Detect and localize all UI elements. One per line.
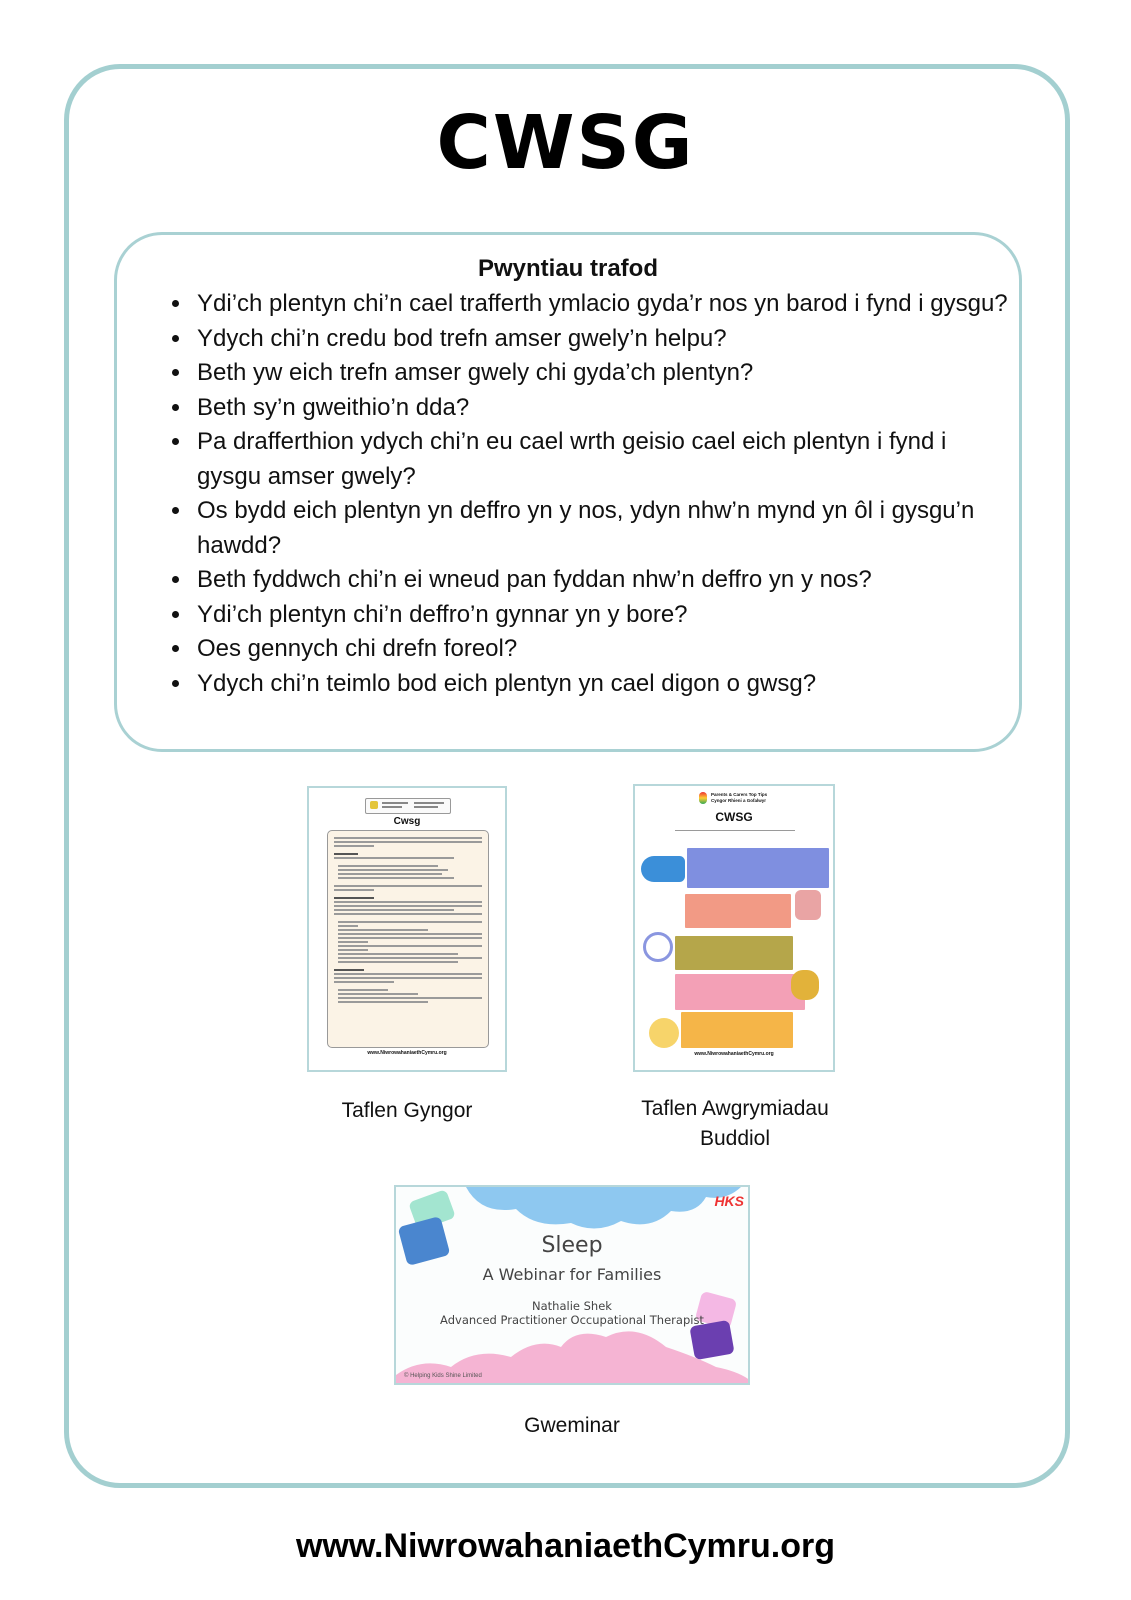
clock-illustration bbox=[643, 932, 673, 962]
tips-header-line2: Cyngor Rhieni a Gofalwyr bbox=[711, 798, 767, 803]
logo-banner bbox=[365, 798, 451, 814]
presenter-name: Nathalie Shek bbox=[532, 1299, 612, 1313]
advice-sheet-url: www.NiwrowahaniaethCymru.org bbox=[367, 1050, 447, 1056]
discussion-panel bbox=[114, 232, 1022, 752]
moon-illustration bbox=[649, 1018, 679, 1048]
discussion-point: • Pa drafferthion ydych chi’n eu cael wrth geisio cael eich plentyn i fynd i gysgu amser gwely? bbox=[193, 425, 1013, 494]
tips-caption-line1: Taflen Awgrymiadau bbox=[641, 1097, 829, 1120]
bed-illustration bbox=[641, 856, 685, 882]
books-illustration bbox=[795, 890, 821, 920]
presenter-role: Advanced Practitioner Occupational Therapist bbox=[440, 1313, 704, 1327]
tip-band bbox=[675, 974, 805, 1010]
hks-logo: HKS bbox=[714, 1193, 744, 1209]
discussion-point: • Beth sy’n gweithio’n dda? bbox=[193, 391, 1013, 426]
webinar-background bbox=[396, 1187, 750, 1385]
discussion-point: • Os bydd eich plentyn yn deffro yn y nos, ydyn nhw’n mynd yn ôl i gysgu’n hawdd? bbox=[193, 494, 1013, 563]
tips-sheet-header bbox=[711, 792, 767, 804]
discussion-point: • Ydych chi’n credu bod trefn amser gwely’n helpu? bbox=[193, 322, 1013, 357]
tip-band bbox=[685, 894, 791, 928]
discussion-point: • Beth fyddwch chi’n ei wneud pan fyddan nhw’n deffro yn y nos? bbox=[193, 563, 1013, 598]
webinar-presenter bbox=[396, 1299, 748, 1327]
discussion-heading: Pwyntiau trafod bbox=[477, 255, 658, 282]
advice-sheet-caption[interactable]: Taflen Gyngor bbox=[341, 1099, 473, 1122]
webinar-slide-title: Sleep bbox=[541, 1233, 603, 1258]
discussion-point: • Beth yw eich trefn amser gwely chi gyda’ch plentyn? bbox=[193, 356, 1013, 391]
footer-url[interactable]: www.NiwrowahaniaethCymru.org bbox=[295, 1527, 836, 1565]
page-title: CWSG bbox=[436, 100, 695, 186]
tips-sheet-caption[interactable] bbox=[610, 1094, 860, 1154]
webinar-thumbnail[interactable] bbox=[394, 1185, 750, 1385]
discussion-list bbox=[165, 287, 1013, 701]
discussion-point: • Ydych chi’n teimlo bod eich plentyn yn cael digon o gwsg? bbox=[193, 667, 1013, 702]
advice-sheet-body bbox=[327, 830, 489, 1048]
tips-header-line1: Parents & Carers Top Tips bbox=[711, 792, 768, 797]
tip-band bbox=[675, 936, 793, 970]
tip-band bbox=[687, 848, 829, 888]
webinar-slide-subtitle: A Webinar for Families bbox=[482, 1265, 662, 1284]
logo-icon bbox=[699, 792, 707, 804]
tips-sheet-url: www.NiwrowahaniaethCymru.org bbox=[694, 1051, 774, 1057]
tips-caption-line2: Buddiol bbox=[699, 1127, 771, 1150]
discussion-point: • Ydi’ch plentyn chi’n cael trafferth ymlacio gyda’r nos yn barod i fynd i gysgu? bbox=[193, 287, 1013, 322]
advice-sheet-thumbnail[interactable] bbox=[307, 786, 507, 1072]
tip-band bbox=[681, 1012, 793, 1048]
discussion-point: • Oes gennych chi drefn foreol? bbox=[193, 632, 1013, 667]
advice-sheet-title: Cwsg bbox=[393, 816, 421, 827]
discussion-point: • Ydi’ch plentyn chi’n deffro’n gynnar yn y bore? bbox=[193, 598, 1013, 633]
tips-sheet-title: CWSG bbox=[715, 810, 753, 824]
tips-sheet-thumbnail[interactable] bbox=[633, 784, 835, 1072]
cloud-top bbox=[466, 1187, 741, 1229]
webinar-copyright: © Helping Kids Shine Limited bbox=[404, 1373, 482, 1379]
webinar-caption[interactable]: Gweminar bbox=[524, 1414, 620, 1437]
baby-illustration bbox=[791, 970, 819, 1000]
